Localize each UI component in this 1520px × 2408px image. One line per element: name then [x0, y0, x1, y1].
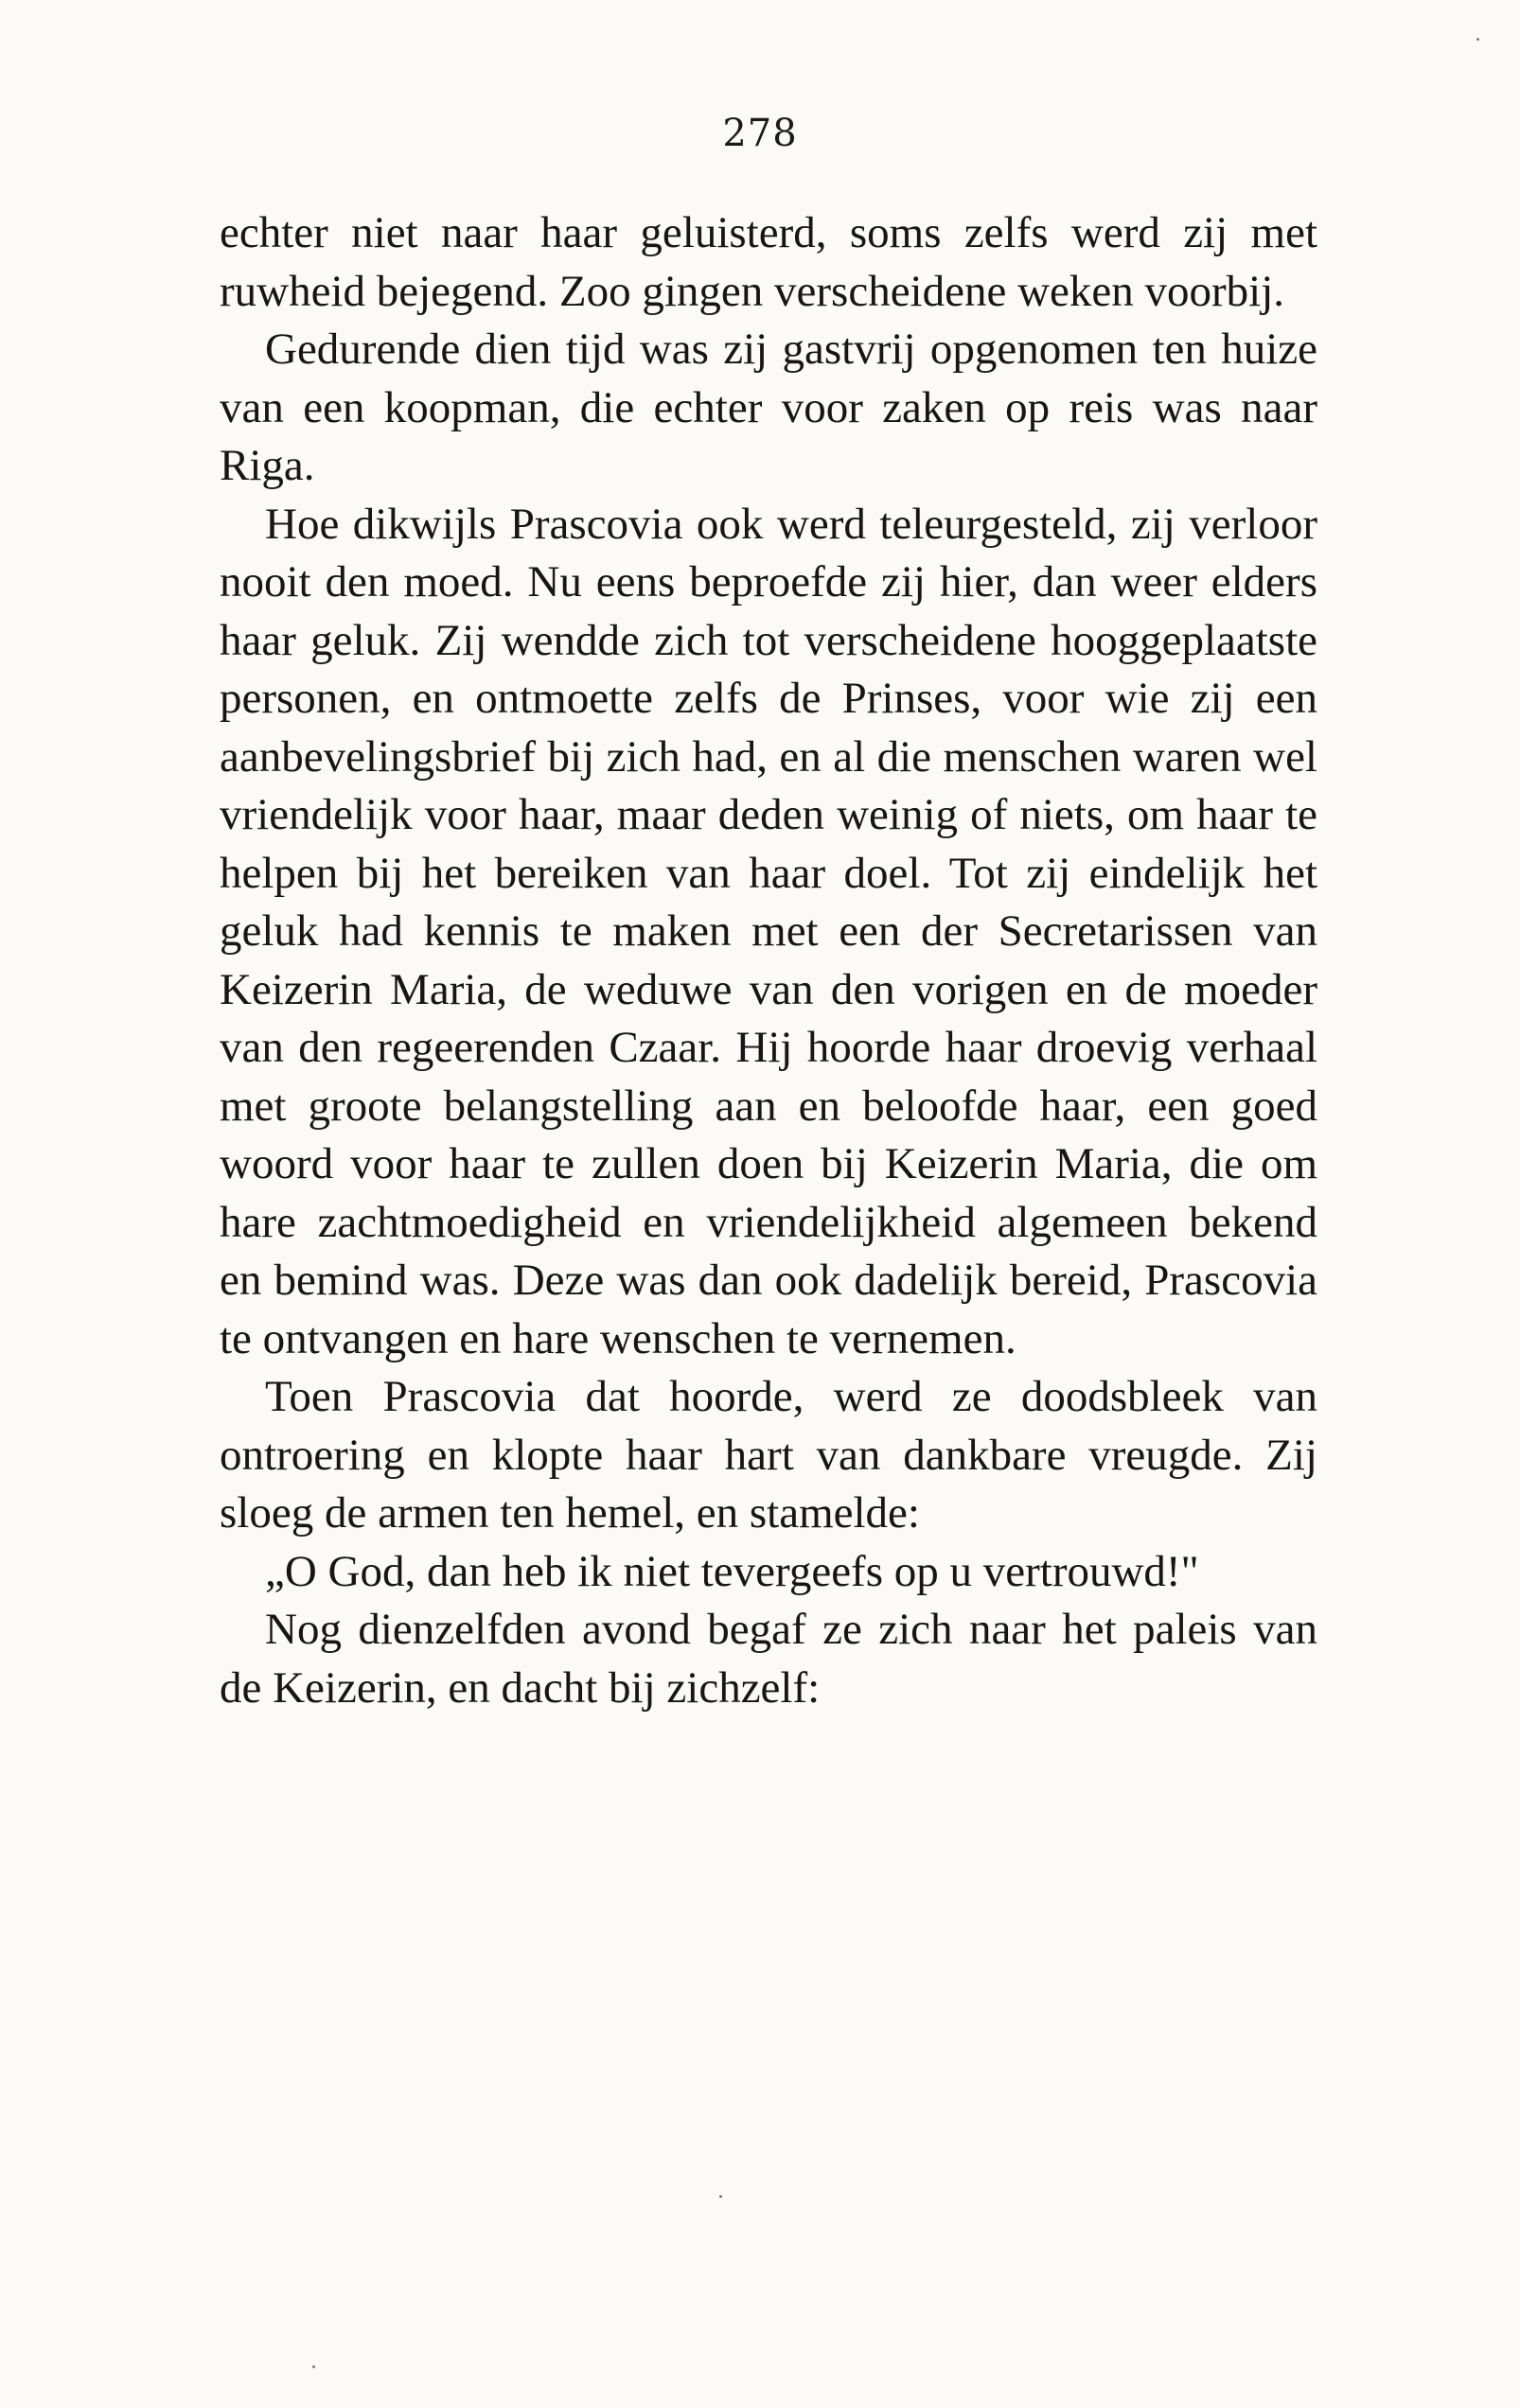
quoted-speech: „O God, dan heb ik niet tevergeefs op u vertrouwd!" [265, 1546, 1199, 1596]
paragraph-continuation: echter niet naar haar geluisterd, soms zelfs werd zij met ruwheid bejegend. Zoo gingen verscheidene weken voorbij. [220, 208, 1317, 316]
paper-speck [1476, 38, 1479, 41]
paragraph: Toen Prascovia dat hoorde, werd ze doodsbleek van ontroering en klopte haar hart van dankbare vreugde. Zij sloeg de armen ten hemel, en stamelde: [220, 1372, 1317, 1538]
paper-speck [312, 2365, 315, 2368]
paragraph: Hoe dikwijls Prascovia ook werd teleurgesteld, zij verloor nooit den moed. Nu eens beproefde zij hier, dan weer elders haar geluk. Zij wendde zich tot verscheidene hooggeplaatste personen, en ontmoette zelfs de Prinses, voor wie zij een aanbevelingsbrief bij zich had, en al die menschen waren wel vriendelijk voor haar, maar deden weinig of niets, om haar te helpen bij het bereiken van haar doel. Tot zij eindelijk het geluk had kennis te maken met een der Secretarissen van Keizerin Maria, de weduwe van den vorigen en de moeder van den regeerenden Czaar. Hij hoorde haar droevig verhaal met groote belangstelling aan en beloofde haar, een goed woord voor haar te zullen doen bij Keizerin Maria, die om hare zachtmoedigheid en vriendelijkheid algemeen bekend en bemind was. Deze was dan ook dadelijk bereid, Prascovia te ontvangen en hare wenschen te vernemen. [220, 499, 1317, 1363]
body-text [220, 204, 1317, 1717]
paper-speck [719, 2195, 722, 2198]
paragraph: Nog dienzelfden avond begaf ze zich naar het paleis van de Keizerin, en dacht bij zichzelf: [220, 1605, 1317, 1713]
page-number: 278 [722, 112, 798, 155]
paragraph: Gedurende dien tijd was zij gastvrij opgenomen ten huize van een koopman, die echter voor zaken op reis was naar Riga. [220, 325, 1317, 490]
